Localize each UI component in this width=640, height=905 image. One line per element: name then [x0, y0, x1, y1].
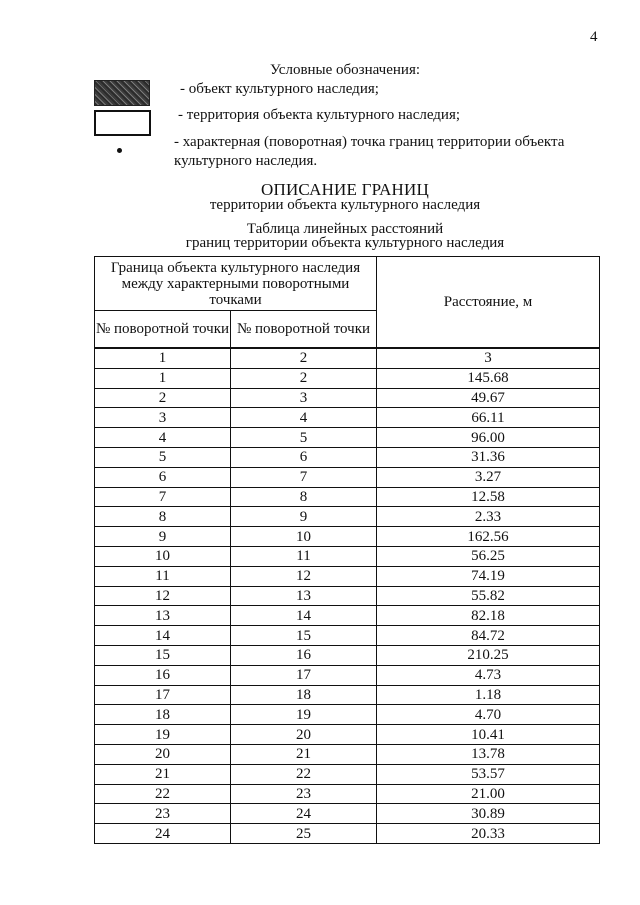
distance-cell: 4.70	[377, 705, 600, 725]
to-point-cell: 22	[231, 764, 377, 784]
distance-header: Расстояние, м	[377, 257, 600, 349]
distance-cell: 20.33	[377, 824, 600, 844]
from-point-cell: 11	[95, 566, 231, 586]
table-row	[95, 447, 600, 467]
from-point-header: № поворотной точки	[95, 311, 231, 349]
distance-cell: 13.78	[377, 744, 600, 764]
from-point-cell: 10	[95, 546, 231, 566]
distance-cell: 82.18	[377, 606, 600, 626]
to-point-header: № поворотной точки	[231, 311, 377, 349]
distance-cell: 74.19	[377, 566, 600, 586]
from-point-cell: 24	[95, 824, 231, 844]
distance-cell: 1.18	[377, 685, 600, 705]
distance-cell: 162.56	[377, 527, 600, 547]
from-point-cell: 4	[95, 428, 231, 448]
table-row	[95, 784, 600, 804]
distance-cell: 53.57	[377, 764, 600, 784]
to-point-cell: 10	[231, 527, 377, 547]
from-point-cell: 14	[95, 626, 231, 646]
to-point-cell: 21	[231, 744, 377, 764]
to-point-cell: 18	[231, 685, 377, 705]
to-point-cell: 9	[231, 507, 377, 527]
point-dot-icon	[117, 148, 122, 153]
to-point-cell: 11	[231, 546, 377, 566]
to-point-cell: 16	[231, 645, 377, 665]
table-body	[95, 348, 600, 843]
distance-cell: 2.33	[377, 507, 600, 527]
distance-cell: 12.58	[377, 487, 600, 507]
to-point-cell: 6	[231, 447, 377, 467]
index-cell: 1	[95, 348, 231, 368]
to-point-cell: 7	[231, 467, 377, 487]
distances-table	[94, 256, 600, 844]
from-point-cell: 21	[95, 764, 231, 784]
to-point-cell: 5	[231, 428, 377, 448]
to-point-cell: 17	[231, 665, 377, 685]
group-header: Граница объекта культурного наследия между характерными поворотными точками	[95, 257, 377, 311]
table-row	[95, 626, 600, 646]
from-point-cell: 6	[95, 467, 231, 487]
to-point-cell: 8	[231, 487, 377, 507]
section-subtitle: территории объекта культурного наследия	[209, 197, 481, 213]
from-point-cell: 19	[95, 725, 231, 745]
to-point-cell: 13	[231, 586, 377, 606]
section-title: ОПИСАНИЕ ГРАНИЦ	[260, 180, 429, 199]
to-point-cell: 2	[231, 368, 377, 388]
table-row	[95, 388, 600, 408]
table-row	[95, 744, 600, 764]
table-row	[95, 645, 600, 665]
hatched-area-icon	[94, 80, 150, 106]
from-point-cell: 7	[95, 487, 231, 507]
distance-cell: 84.72	[377, 626, 600, 646]
distance-cell: 145.68	[377, 368, 600, 388]
to-point-cell: 25	[231, 824, 377, 844]
distance-cell: 21.00	[377, 784, 600, 804]
table-row	[95, 527, 600, 547]
from-point-cell: 3	[95, 408, 231, 428]
table-row	[95, 546, 600, 566]
index-cell: 2	[231, 348, 377, 368]
distance-cell: 56.25	[377, 546, 600, 566]
outlined-area-icon	[94, 110, 151, 136]
distance-cell: 55.82	[377, 586, 600, 606]
table-caption-line1: Таблица линейных расстояний	[246, 221, 444, 237]
to-point-cell: 12	[231, 566, 377, 586]
distance-cell: 10.41	[377, 725, 600, 745]
table-row	[95, 428, 600, 448]
table-row	[95, 665, 600, 685]
table-row	[95, 804, 600, 824]
to-point-cell: 4	[231, 408, 377, 428]
to-point-cell: 24	[231, 804, 377, 824]
legend-title: Условные обозначения:	[269, 62, 421, 78]
from-point-cell: 12	[95, 586, 231, 606]
table-row	[95, 487, 600, 507]
table-row	[95, 725, 600, 745]
table-row	[95, 467, 600, 487]
table-row	[95, 368, 600, 388]
from-point-cell: 8	[95, 507, 231, 527]
table-caption-line2: границ территории объекта культурного наследия	[185, 235, 505, 251]
distance-cell: 3.27	[377, 467, 600, 487]
table-row	[95, 507, 600, 527]
from-point-cell: 9	[95, 527, 231, 547]
to-point-cell: 19	[231, 705, 377, 725]
index-row	[95, 348, 600, 368]
from-point-cell: 23	[95, 804, 231, 824]
distance-cell: 96.00	[377, 428, 600, 448]
table-row	[95, 586, 600, 606]
index-cell: 3	[377, 348, 600, 368]
to-point-cell: 14	[231, 606, 377, 626]
table-row	[95, 764, 600, 784]
to-point-cell: 15	[231, 626, 377, 646]
distance-cell: 49.67	[377, 388, 600, 408]
table-row	[95, 705, 600, 725]
from-point-cell: 16	[95, 665, 231, 685]
from-point-cell: 1	[95, 368, 231, 388]
distance-cell: 31.36	[377, 447, 600, 467]
table-row	[95, 566, 600, 586]
from-point-cell: 13	[95, 606, 231, 626]
from-point-cell: 22	[95, 784, 231, 804]
distance-cell: 30.89	[377, 804, 600, 824]
from-point-cell: 15	[95, 645, 231, 665]
table-row	[95, 824, 600, 844]
table-row	[95, 606, 600, 626]
from-point-cell: 20	[95, 744, 231, 764]
from-point-cell: 17	[95, 685, 231, 705]
to-point-cell: 3	[231, 388, 377, 408]
legend-item-heritage-object: - объект культурного наследия;	[180, 81, 379, 97]
to-point-cell: 23	[231, 784, 377, 804]
from-point-cell: 18	[95, 705, 231, 725]
legend-item-turning-point: - характерная (поворотная) точка границ территории объекта культурного наследия.	[174, 134, 565, 169]
from-point-cell: 5	[95, 447, 231, 467]
distance-cell: 66.11	[377, 408, 600, 428]
page-number: 4	[590, 29, 598, 45]
legend-item-heritage-territory: - территория объекта культурного наследия;	[178, 107, 461, 123]
table-row	[95, 408, 600, 428]
table-row	[95, 685, 600, 705]
distance-cell: 210.25	[377, 645, 600, 665]
to-point-cell: 20	[231, 725, 377, 745]
distance-cell: 4.73	[377, 665, 600, 685]
from-point-cell: 2	[95, 388, 231, 408]
